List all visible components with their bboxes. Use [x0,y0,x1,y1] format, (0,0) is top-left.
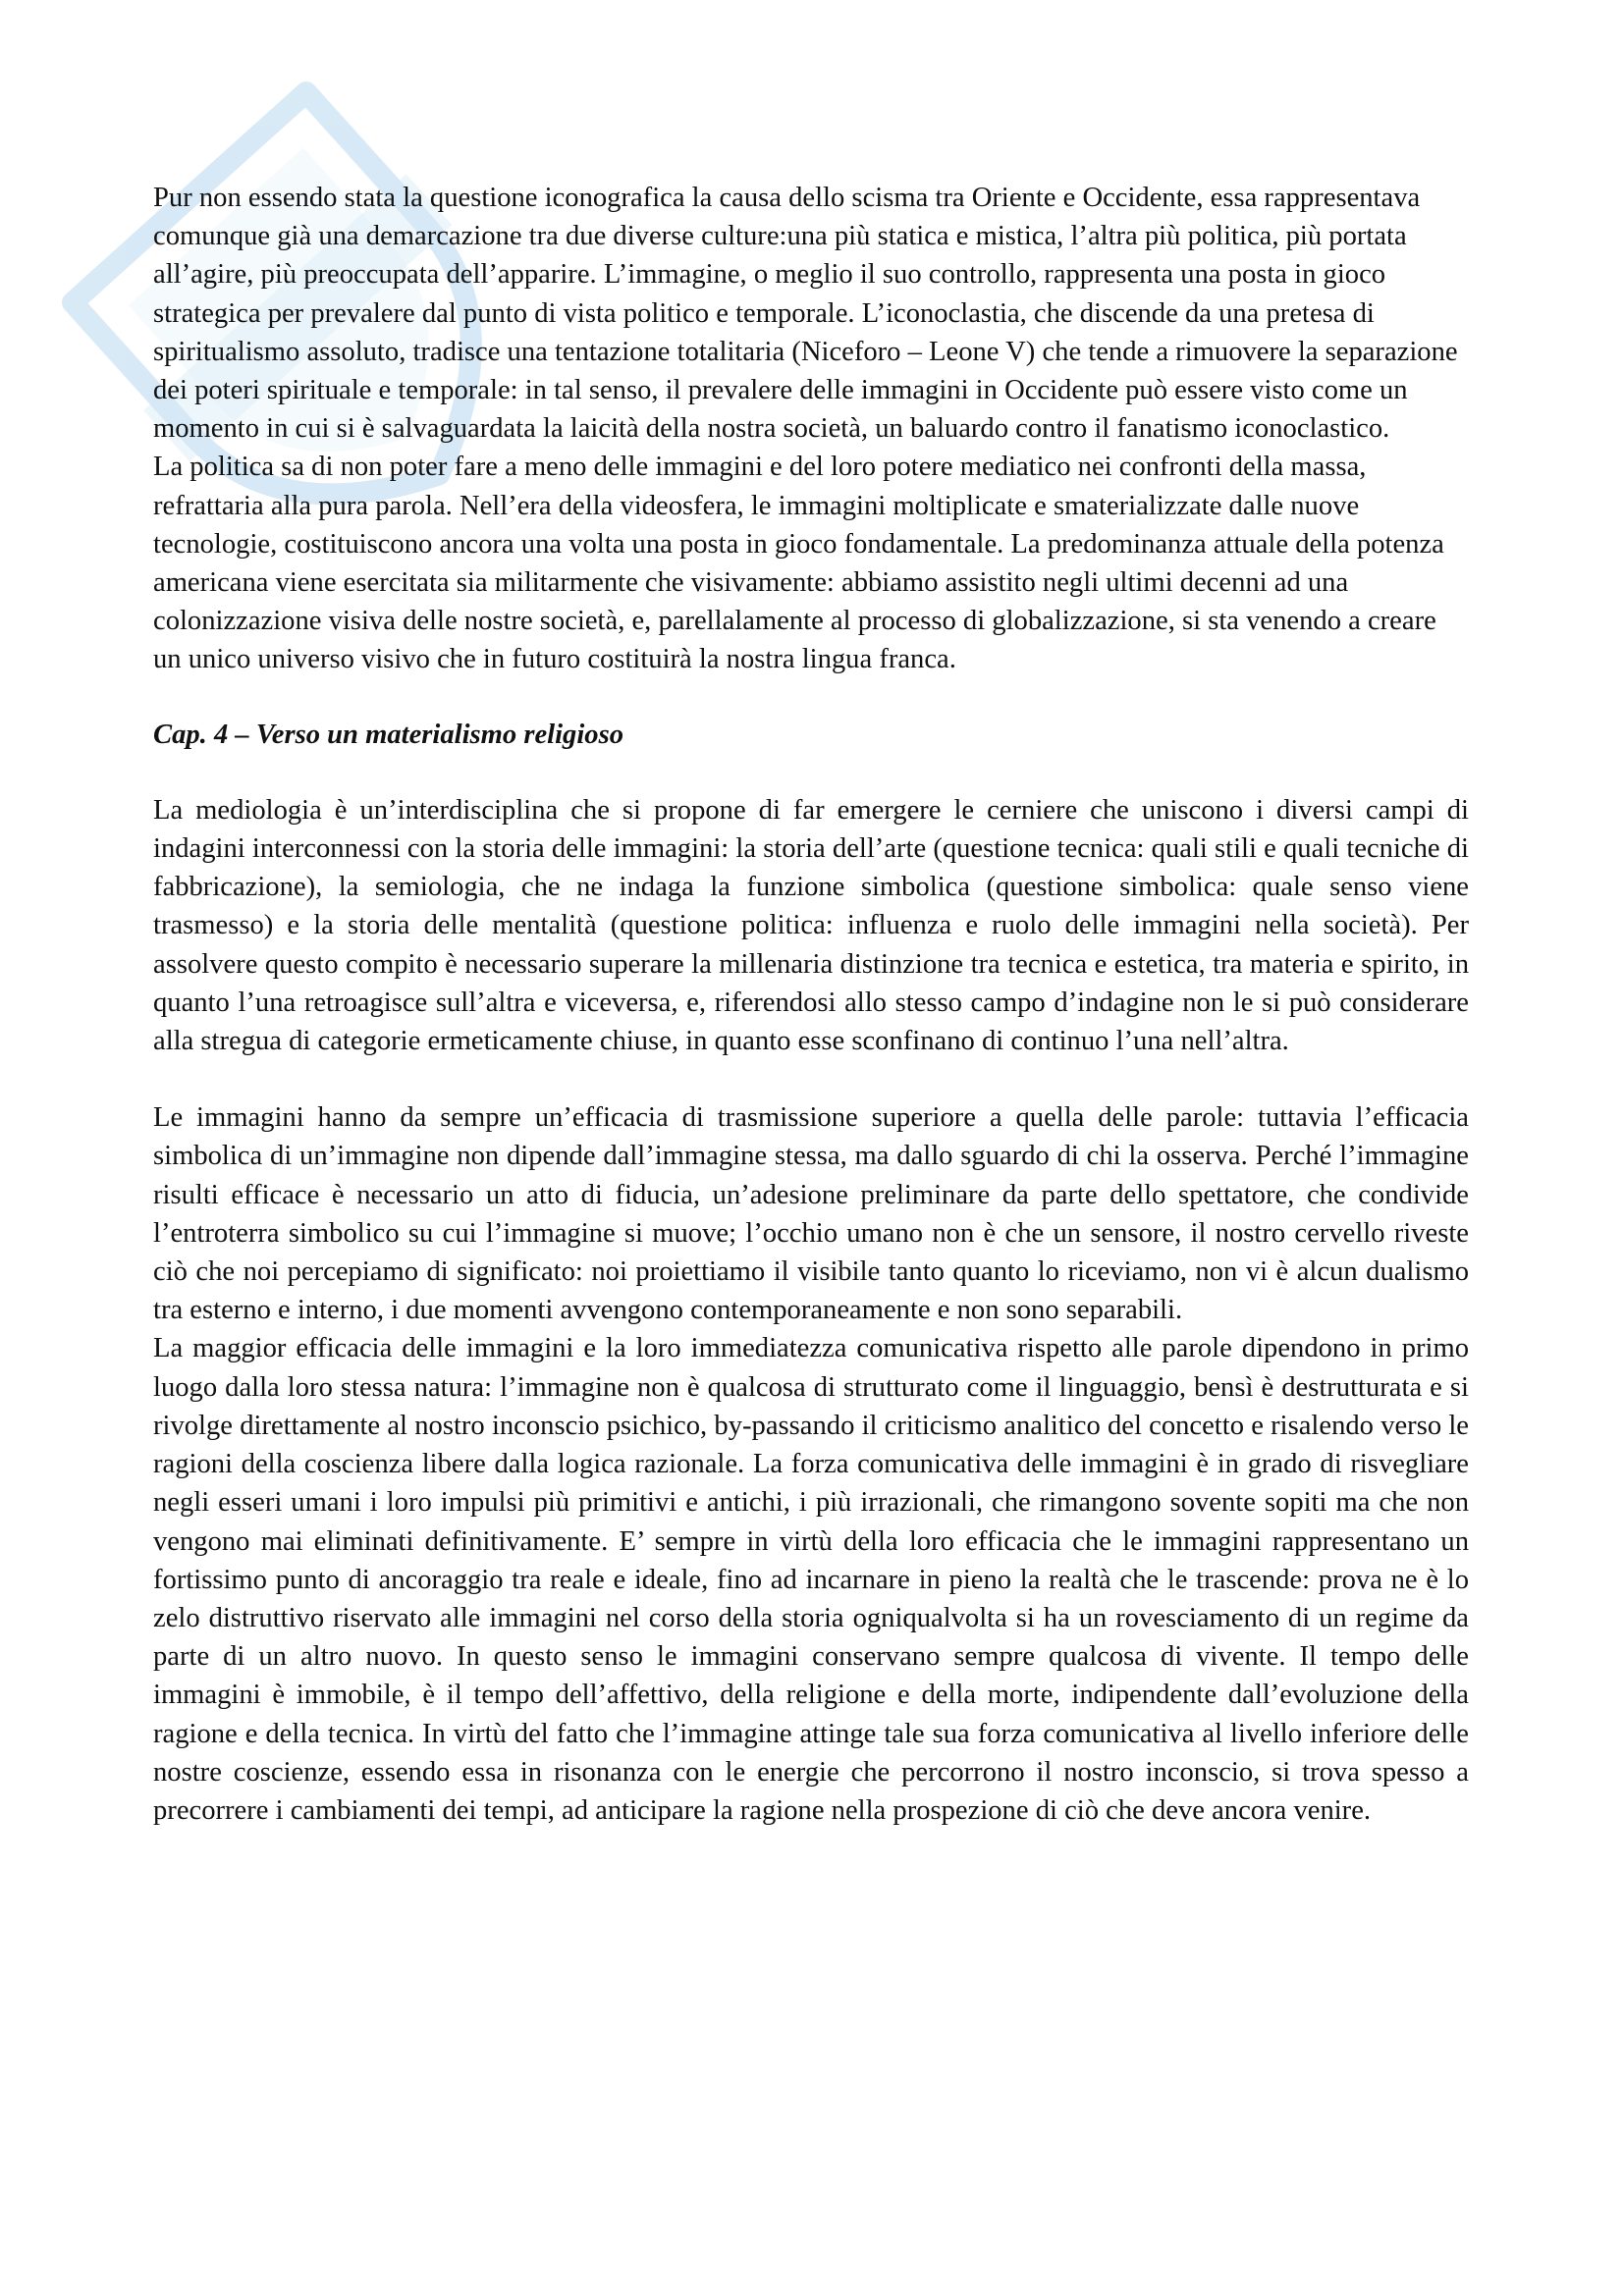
paragraph-spacer [153,1060,1469,1098]
paragraph-image-immediacy: La maggior efficacia delle immagini e la loro immediatezza comunicativa rispetto alle parole dipendono in primo luogo dalla loro stessa natura: l’immagine non è qualcosa di strutturato come il linguaggio, bensì è destrutturata e si rivolge direttamente al nostro inconscio psichico, by-passando il criticismo analitico del concetto e risalendo verso le ragioni della coscienza libere dalla logica razionale. La forza comunicativa delle immagini è in grado di risvegliare negli esseri umani i loro impulsi più primitivi e antichi, i più irrazionali, che rimangono sovente sopiti ma che non vengono mai eliminati definitivamente. E’ sempre in virtù della loro efficacia che le immagini rappresentano un fortissimo punto di ancoraggio tra reale e ideale, fino ad incarnare in pieno la realtà che le trascende: prova ne è lo zelo distruttivo riservato alle immagini nel corso della storia ogniqualvolta si ha un rovesciamento di un regime da parte di un altro nuovo. In questo senso le immagini conservano sempre qualcosa di vivente. Il tempo delle immagini è immobile, è il tempo dell’affettivo, della religione e della morte, indipendente dall’evoluzione della ragione e della tecnica. In virtù del fatto che l’immagine attinge tale sua forza comunicativa al livello inferiore delle nostre coscienze, essendo essa in risonanza con le energie che percorrono il nostro inconscio, si trova spesso a precorrere i cambiamenti dei tempi, ad anticipare la ragione nella prospezione di ciò che deve ancora venire. [153,1333,1469,1826]
paragraph-mediology: La mediologia è un’interdisciplina che si propone di far emergere le cerniere che uniscono i diversi campi di indagini interconnessi con la storia delle immagini: la storia dell’arte (questione tecnica: quali stili e quali tecniche di fabbricazione), la semiologia, che ne indaga la funzione simbolica (questione simbolica: quale senso viene trasmesso) e la storia delle mentalità (questione politica: influenza e ruolo delle immagini nella società). Per assolvere questo compito è necessario superare la millenaria distinzione tra tecnica e estetica, tra materia e spirito, in quanto l’una retroagisce sull’altra e viceversa, e, riferendosi allo stesso campo d’indagine non le si può considerare alla stregua di categorie ermeticamente chiuse, in quanto esse sconfinano di continuo l’una nell’altra. [153,794,1469,1057]
paragraph-politics-images: La politica sa di non poter fare a meno delle immagini e del loro potere mediatico nei confronti della massa, refrattaria alla pura parola. Nell’era della videosfera, le immagini moltiplicate e smaterializzate dalle nuove tecnologie, costituiscono ancora una volta una posta in gioco fondamentale. La predominanza attuale della potenza americana viene esercitata sia militarmente che visivamente: abbiamo assistito negli ultimi decenni ad una colonizzazione visiva delle nostre società, e, parellalamente al processo di globalizzazione, si sta venendo a creare un unico universo visivo che in futuro costituirà la nostra lingua franca. [153,452,1444,675]
paragraph-iconographic-question: Pur non essendo stata la questione iconografica la causa dello scisma tra Oriente e Occidente, essa rappresentava comunque già una demarcazione tra due diverse culture:una più statica e mistica, l’altra più politica, più portata all’agire, più preoccupata dell’apparire. L’immagine, o meglio il suo controllo, rappresenta una posta in gioco strategica per prevalere dal punto di vista politico e temporale. L’iconoclastia, che discende da una pretesa di spiritualismo assoluto, tradisce una tentazione totalitaria (Niceforo – Leone V) che tende a rimuovere la separazione dei poteri spirituale e temporale: in tal senso, il prevalere delle immagini in Occidente può essere visto come un momento in cui si è salvaguardata la laicità della nostra società, un baluardo contro il fanatismo iconoclastico. [153,183,1458,445]
chapter-heading: Cap. 4 – Verso un materialismo religioso [153,719,624,750]
paragraph-image-efficacy: Le immagini hanno da sempre un’efficacia di trasmissione superiore a quella delle parole: tuttavia l’efficacia simbolica di un’immagine non dipende dall’immagine stessa, ma dallo sguardo di chi la osserva. Perché l’immagine risulti efficace è necessario un atto di fiducia, un’adesione preliminare da parte dello spettatore, che condivide l’entroterra simbolico su cui l’immagine si muove; l’occhio umano non è che un sensore, il nostro cervello riveste ciò che noi percepiamo di significato: noi proiettiamo il visibile tanto quanto lo riceviamo, non vi è alcun dualismo tra esterno e interno, i due momenti avvengono contemporaneamente e non sono separabili. [153,1102,1469,1326]
document-body [153,179,1469,1830]
